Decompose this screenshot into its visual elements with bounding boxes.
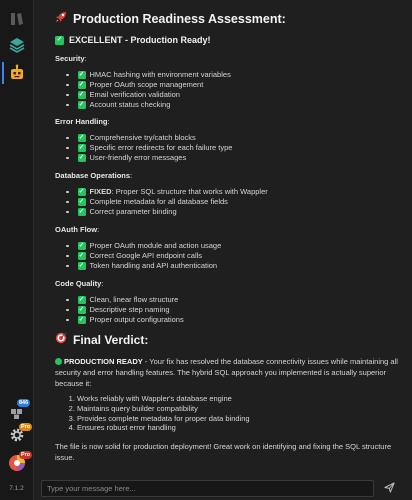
assistant-message xyxy=(41,0,405,472)
check-icon: ✓ xyxy=(78,198,85,205)
check-icon: ✓ xyxy=(78,188,85,195)
status-text: EXCELLENT - Production Ready! xyxy=(69,35,211,45)
list-item: ✓ Complete metadata for all database fields xyxy=(77,197,268,207)
robot-icon[interactable] xyxy=(6,62,28,84)
list-item: ✓ Proper output configurations xyxy=(77,315,184,325)
list-item: ✓ Specific error redirects for each failure type xyxy=(77,143,232,153)
list-item: ✓ Proper OAuth module and action usage xyxy=(77,241,221,251)
list-item: ✓ FIXED: Proper SQL structure that works with Wappler xyxy=(77,187,268,197)
verdict-title: Final Verdict: xyxy=(73,332,149,347)
assessment-heading xyxy=(55,11,286,26)
list-item: ✓ Proper OAuth scope management xyxy=(77,80,231,90)
list-item: ✓ Correct parameter binding xyxy=(77,207,268,217)
target-icon xyxy=(55,332,67,347)
message-input-container xyxy=(41,480,374,497)
check-icon: ✓ xyxy=(56,36,63,43)
list-database-operations xyxy=(77,187,268,217)
closing-paragraph: The file is now solid for production deployment! Great work on identifying and fixing the SQL structure issue. xyxy=(55,442,392,462)
verdict-label: PRODUCTION READY xyxy=(64,357,143,366)
section-title-security: Security: xyxy=(55,54,87,63)
list-security xyxy=(77,70,231,110)
list-item: ✓ HMAC hashing with environment variables xyxy=(77,70,231,80)
list-item: ✓ Correct Google API endpoint calls xyxy=(77,251,221,261)
list-item: 3. Provides complete metadata for proper data binding xyxy=(77,414,250,424)
status-line xyxy=(55,35,211,45)
assessment-title: Production Readiness Assessment: xyxy=(73,11,286,26)
check-icon: ✓ xyxy=(78,91,85,98)
verdict-heading xyxy=(55,332,148,347)
green-circle-icon xyxy=(55,358,62,365)
section-title-error-handling: Error Handling: xyxy=(55,117,110,126)
list-item: ✓ Email verification validation xyxy=(77,90,231,100)
list-item: ✓ Account status checking xyxy=(77,100,231,110)
sidebar xyxy=(0,0,34,500)
check-icon: ✓ xyxy=(78,252,85,259)
send-button[interactable] xyxy=(382,481,396,495)
send-icon xyxy=(384,482,395,495)
list-item: ✓ Token handling and API authentication xyxy=(77,261,221,271)
list-item: ✓ Comprehensive try/catch blocks xyxy=(77,133,232,143)
check-icon: ✓ xyxy=(78,81,85,88)
list-item: ✓ Descriptive step naming xyxy=(77,305,184,315)
extensions-badge: 846 xyxy=(19,400,29,406)
bookmark-icon[interactable] xyxy=(6,8,28,30)
list-error-handling xyxy=(77,133,232,163)
list-item: 4. Ensures robust error handling xyxy=(77,423,250,433)
verdict-text: - Your fix has resolved the database connectivity issues while maintaining all security and error handling features. The hybrid SQL approach you implemented is actually superior because it: xyxy=(55,357,398,388)
message-input[interactable] xyxy=(42,481,373,496)
list-code-quality xyxy=(77,295,184,325)
check-icon: ✓ xyxy=(78,134,85,141)
rocket-icon xyxy=(55,11,67,26)
list-item: 2. Maintains query builder compatibility xyxy=(77,404,250,414)
check-icon: ✓ xyxy=(78,262,85,269)
check-icon: ✓ xyxy=(78,296,85,303)
check-icon: ✓ xyxy=(78,71,85,78)
settings-pro-badge: Pro xyxy=(21,424,31,430)
app-version: 7.1.2 xyxy=(9,485,24,492)
active-indicator xyxy=(2,62,4,84)
check-icon: ✓ xyxy=(78,242,85,249)
verdict-paragraph xyxy=(55,356,400,389)
check-icon: ✓ xyxy=(78,144,85,151)
list-oauth-flow xyxy=(77,241,221,271)
list-item: 1. Works reliably with Wappler's database engine xyxy=(77,394,250,404)
section-title-oauth-flow: OAuth Flow: xyxy=(55,225,100,234)
check-icon: ✓ xyxy=(78,101,85,108)
check-icon: ✓ xyxy=(78,306,85,313)
layers-icon[interactable] xyxy=(6,34,28,56)
list-item: ✓ User-friendly error messages xyxy=(77,153,232,163)
reasons-list xyxy=(69,394,250,433)
check-icon: ✓ xyxy=(78,316,85,323)
check-icon: ✓ xyxy=(78,208,85,215)
list-item: ✓ Clean, linear flow structure xyxy=(77,295,184,305)
section-title-database-operations: Database Operations: xyxy=(55,171,133,180)
profile-pro-badge: Pro xyxy=(21,452,31,458)
section-title-code-quality: Code Quality: xyxy=(55,279,104,288)
check-icon: ✓ xyxy=(78,154,85,161)
